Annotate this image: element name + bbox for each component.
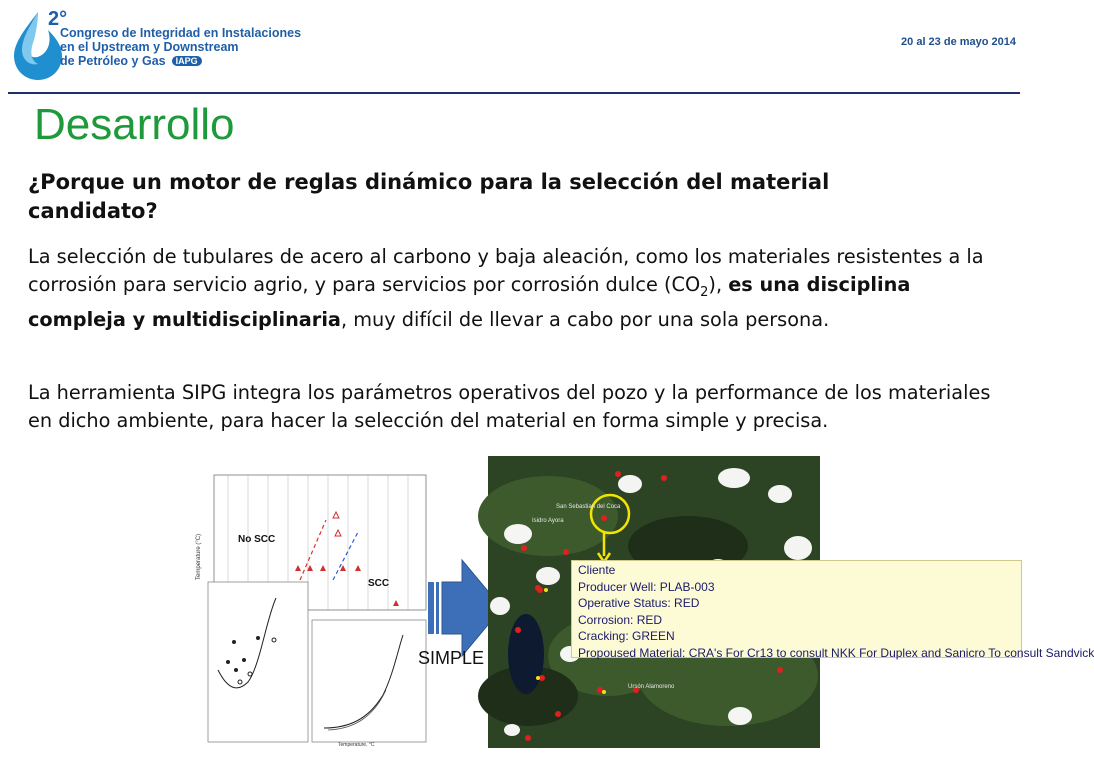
material-performance-graphs [188, 470, 428, 748]
popup-proposed-material: Propoused Material: CRA's For Cr13 to consult NKK For Duplex and Sanicro To consult Sandvick [578, 645, 1094, 660]
temperature-x-axis-label: Temperature, °C [338, 742, 375, 748]
popup-corrosion: Corrosion: RED [578, 612, 663, 627]
map-label-san-sebastian: San Sebastian del Coca [556, 504, 621, 510]
temperature-axis-label: Temperature (°C) [196, 533, 202, 580]
congress-name-line3: de Petróleo y Gas [60, 54, 166, 68]
popup-cliente: Cliente [578, 563, 616, 577]
slide-subtitle: ¿Porque un motor de reglas dinámico para la selección del material candidato? [28, 170, 830, 223]
scc-label: SCC [368, 578, 390, 589]
no-scc-label: No SCC [238, 534, 276, 545]
congress-edition: 2° [48, 8, 68, 30]
graph-inset-right [312, 620, 426, 748]
popup-producer-well: Producer Well: PLAB-003 [578, 579, 715, 594]
graph-inset-left [208, 582, 308, 742]
popup-operative-status: Operative Status: RED [578, 596, 700, 610]
p1-text-b: ), [708, 272, 729, 296]
p1-text-c: , muy difícil de llevar a cabo por una sola persona. [340, 307, 830, 331]
popup-cracking: Cracking: GREEN [578, 629, 675, 643]
congress-date: 20 al 23 de mayo 2014 [901, 36, 1016, 48]
congress-name-line1: Congreso de Integridad en Instalaciones [60, 26, 302, 40]
congress-name-line2: en el Upstream y Downstream [60, 40, 239, 54]
map-label-urson: Ursón Alamoreno [628, 684, 675, 690]
iapg-badge: IAPG [172, 56, 202, 66]
p1-subscript: 2 [700, 284, 709, 300]
congress-name [60, 26, 301, 68]
map-label-isidro: Isidro Ayora [532, 518, 564, 524]
slide-title: Desarrollo [34, 100, 235, 149]
p1-text-a: La selección de tubulares de acero al carbono y baja aleación, como los materiales resistentes a la corrosión para servicio agrio, y para servicios por corrosión dulce (CO [28, 245, 984, 296]
p1-bold: es una disciplina compleja y multidisciplinaria [28, 272, 911, 331]
paragraph-selection [28, 243, 1008, 333]
simple-label: SIMPLE [418, 648, 485, 668]
well-info-popup[interactable] [571, 560, 1094, 660]
slide-header [0, 0, 1024, 96]
header-divider [8, 92, 1020, 94]
paragraph-sipg: La herramienta SIPG integra los parámetros operativos del pozo y la performance de los materiales en dicho ambiente, para hacer la selección del material en forma simple y precisa. [28, 381, 991, 432]
